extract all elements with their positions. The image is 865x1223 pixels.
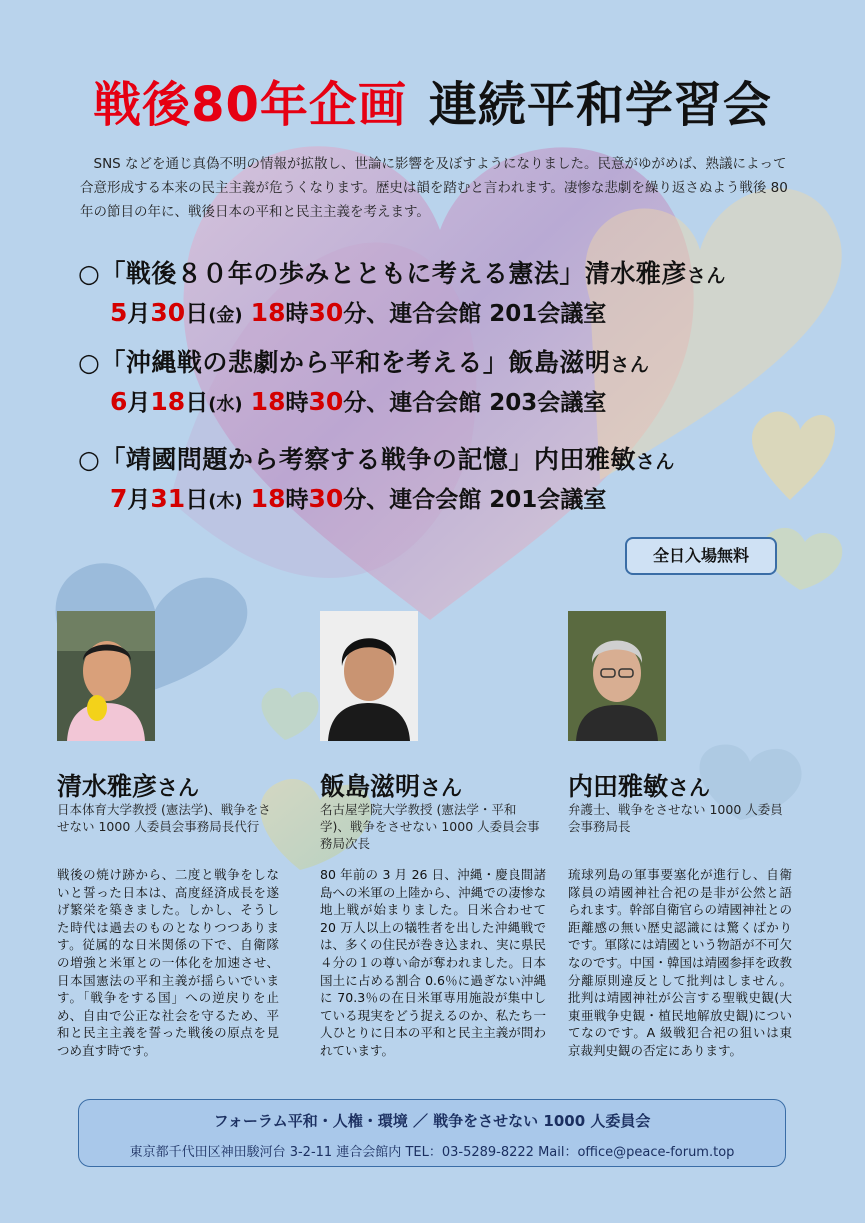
lecture-speaker: 飯島滋明 (508, 348, 611, 377)
day-unit: 日 (185, 301, 209, 327)
month-unit: 月 (127, 301, 151, 327)
speaker-name: 飯島滋明 (320, 772, 421, 801)
speaker-text-iijima: 80 年前の 3 月 26 日、沖縄・慶良間諸島への米軍の上陸から、沖縄での凄惨な地上戦が始まりました。日米合わせて 20 万人以上の犠牲者を出した沖縄戦では、多くの住民が巻き込まれ、実に県民４分の１の尊い命が奪われました。日本国土に占める割合 0.6％に過ぎない沖縄に 70.3％の在日米軍専用施設が集中している現実をどう捉えるのか、私たち一人ひとりに日本の平和と民主主義が問われています。 (320, 867, 546, 1058)
honorific: さん (635, 451, 675, 473)
portrait-shimizu (57, 611, 155, 741)
month: 5 (110, 298, 128, 327)
lecture-2 (78, 343, 649, 417)
day: 18 (150, 387, 186, 416)
page-title (0, 66, 865, 135)
hour-unit: 時 (285, 301, 309, 327)
intro-paragraph: SNS などを通じ真偽不明の情報が拡散し、世論に影響を及ぼすようになりました。民意がゆがめば、熟議によって合意形成する本来の民主主義が危うくなります。歴史は韻を踏むと言われます。凄惨な悲劇を繰り返さぬよう戦後 80 年の節目の年に、戦後日本の平和と民主主義を考えます。 (80, 156, 788, 220)
month: 6 (110, 387, 128, 416)
lecture-1 (78, 254, 726, 328)
speaker-name: 清水雅彦 (57, 772, 158, 801)
minute: 30 (308, 484, 344, 513)
minute: 30 (308, 298, 344, 327)
lecture-date (110, 295, 726, 328)
footer-contact-box (78, 1099, 786, 1167)
lecture-date (110, 481, 675, 514)
footer-address: 東京都千代田区神田駿河台 3-2-11 連合会館内 TEL：03-5289-8222 Mail：office@peace-forum.top (129, 1145, 735, 1160)
hour: 18 (250, 298, 286, 327)
circle-marker-icon: ○ (78, 348, 101, 377)
lecture-speaker: 清水雅彦 (584, 259, 687, 288)
free-admission-badge: 全日入場無料 (625, 537, 777, 575)
hour-unit: 時 (285, 487, 309, 513)
weekday: (金) (208, 305, 243, 326)
month-unit: 月 (127, 487, 151, 513)
honorific: さん (686, 265, 726, 287)
month-unit: 月 (127, 390, 151, 416)
speaker-text-uchida: 琉球列島の軍事要塞化が進行し、自衛隊員の靖國神社合祀の是非が公然と語られます。幹部自衛官らの靖國神社との距離感の無い歴史認識には驚くばかりです。軍隊には靖國という物語が不可欠なのです。中国・韓国は靖國参拝を政教分離原則違反として批判はしません。批判は靖國神社が公言する聖戦史観(大東亜戦争史観・植民地解放史観)についてなのです。A 級戦犯合祀の狙いは東京裁判史観の否定にあります。 (568, 867, 793, 1058)
day: 30 (150, 298, 186, 327)
lecture-title: 「戦後８０年の歩みとともに考える憲法」 (100, 259, 585, 288)
speaker-name: 内田雅敏 (568, 772, 669, 801)
weekday: (水) (208, 394, 243, 415)
lecture-title-line (78, 440, 675, 476)
portrait-iijima (320, 611, 418, 741)
hour-unit: 時 (285, 390, 309, 416)
lecture-title-line (78, 343, 649, 379)
honorific: さん (610, 354, 650, 376)
honorific: さん (668, 776, 711, 800)
weekday: (木) (208, 491, 243, 512)
lecture-title: 「靖國問題から考察する戦争の記憶」 (100, 445, 534, 474)
day: 31 (150, 484, 186, 513)
title-red: 戦後80年企画 (93, 77, 407, 133)
venue: 分、連合会館 201会議室 (343, 301, 607, 327)
lecture-title-line (78, 254, 726, 290)
hour: 18 (250, 387, 286, 416)
speaker-name-shimizu (57, 767, 199, 803)
minute: 30 (308, 387, 344, 416)
venue: 分、連合会館 201会議室 (343, 487, 607, 513)
venue: 分、連合会館 203会議室 (343, 390, 607, 416)
footer-organization: フォーラム平和・人権・環境 ／ 戦争をさせない 1000 人委員会 (213, 1112, 651, 1130)
speaker-name-iijima (320, 767, 462, 803)
lecture-title: 「沖縄戦の悲劇から平和を考える」 (100, 348, 509, 377)
title-black: 連続平和学習会 (428, 77, 772, 133)
lecture-3 (78, 440, 675, 514)
honorific: さん (157, 776, 200, 800)
speaker-role-iijima: 名古屋学院大学教授 (憲法学・平和学)、戦争をさせない 1000 人委員会事務局次長 (320, 802, 540, 851)
day-unit: 日 (185, 487, 209, 513)
month: 7 (110, 484, 128, 513)
lecture-date (110, 384, 649, 417)
hour: 18 (250, 484, 286, 513)
speaker-text-shimizu: 戦後の焼け跡から、二度と戦争をしないと誓った日本は、高度経済成長を遂げ繁栄を築きました。しかし、そうした時代は過去のものとなりつつあります。従属的な日米関係の下で、自衛隊の増強と米軍との一体化を加速させ、日本国憲法の平和主義が揺らいでいます。「戦争をする国」への逆戻りを止め、自由で公正な社会を守るため、平和と民主主義を誓った戦後の原点を見つめ直す時です。 (57, 867, 279, 1058)
speaker-role-shimizu: 日本体育大学教授 (憲法学)、戦争をさせない 1000 人委員会事務局長代行 (57, 802, 271, 834)
speaker-name-uchida (568, 767, 710, 803)
speaker-role-uchida: 弁護士、戦争をさせない 1000 人委員会事務局長 (568, 802, 783, 834)
lecture-speaker: 内田雅敏 (533, 445, 636, 474)
circle-marker-icon: ○ (78, 445, 101, 474)
day-unit: 日 (185, 390, 209, 416)
circle-marker-icon: ○ (78, 259, 101, 288)
portrait-uchida (568, 611, 666, 741)
honorific: さん (420, 776, 463, 800)
